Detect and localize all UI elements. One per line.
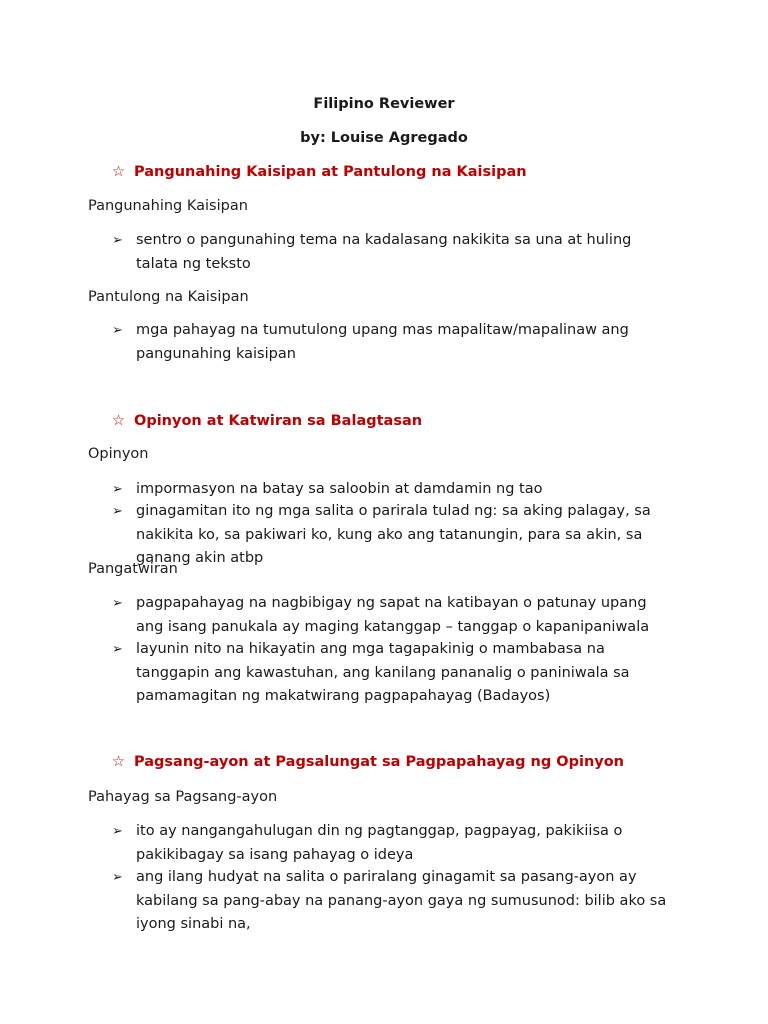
document-author: by: Louise Agregado [300,130,468,146]
section-heading: ☆ Opinyon at Katwiran sa Balagtasan [112,413,423,429]
section-heading: ☆ Pangunahing Kaisipan at Pantulong na Kaisipan [112,164,527,180]
arrow-bullet-icon: ➢ [112,596,123,611]
document-title: Filipino Reviewer [313,96,455,112]
list-item: ➢ sentro o pangunahing tema na kadalasang nakikita sa una at huling talata ng teksto [112,229,672,276]
arrow-bullet-icon: ➢ [112,642,123,657]
list-item: ➢ impormasyon na batay sa saloobin at damdamin ng tao [112,478,672,502]
subsection-label: Pangatwiran [88,561,178,577]
arrow-bullet-icon: ➢ [112,482,123,497]
list-item: ➢ pagpapahayag na nagbibigay ng sapat na katibayan o patunay upang ang isang panukala ay maging katanggap – tanggap o kapanipaniwala [112,592,672,639]
arrow-bullet-icon: ➢ [112,870,123,885]
arrow-bullet-icon: ➢ [112,824,123,839]
arrow-bullet-icon: ➢ [112,323,123,338]
arrow-bullet-icon: ➢ [112,504,123,519]
list-item: ➢ ginagamitan ito ng mga salita o parirala tulad ng: sa aking palagay, sa nakikita ko, sa pakiwari ko, kung ako ang tatanungin, para sa akin, sa ganang akin atbp [112,500,672,571]
list-item: ➢ ang ilang hudyat na salita o pariralang ginagamit sa pasang-ayon ay kabilang sa pang-abay na panang-ayon gaya ng sumusunod: bilib ako sa iyong sinabi na, [112,866,672,937]
list-item: ➢ layunin nito na hikayatin ang mga tagapakinig o mambabasa na tanggapin ang kawastuhan, ang kanilang pananalig o paniniwala sa pamamagitan ng makatwirang pagpapahayag (Badayos) [112,638,672,709]
subsection-label: Pantulong na Kaisipan [88,289,249,305]
star-icon: ☆ [112,164,125,180]
subsection-label: Opinyon [88,446,149,462]
list-item: ➢ ito ay nangangahulugan din ng pagtanggap, pagpayag, pakikiisa o pakikibagay sa isang pahayag o ideya [112,820,672,867]
star-icon: ☆ [112,754,125,770]
arrow-bullet-icon: ➢ [112,233,123,248]
star-icon: ☆ [112,413,125,429]
section-heading: ☆ Pagsang-ayon at Pagsalungat sa Pagpapahayag ng Opinyon [112,754,625,770]
subsection-label: Pahayag sa Pagsang-ayon [88,789,278,805]
subsection-label: Pangunahing Kaisipan [88,198,248,214]
list-item: ➢ mga pahayag na tumutulong upang mas mapalitaw/mapalinaw ang pangunahing kaisipan [112,319,672,366]
